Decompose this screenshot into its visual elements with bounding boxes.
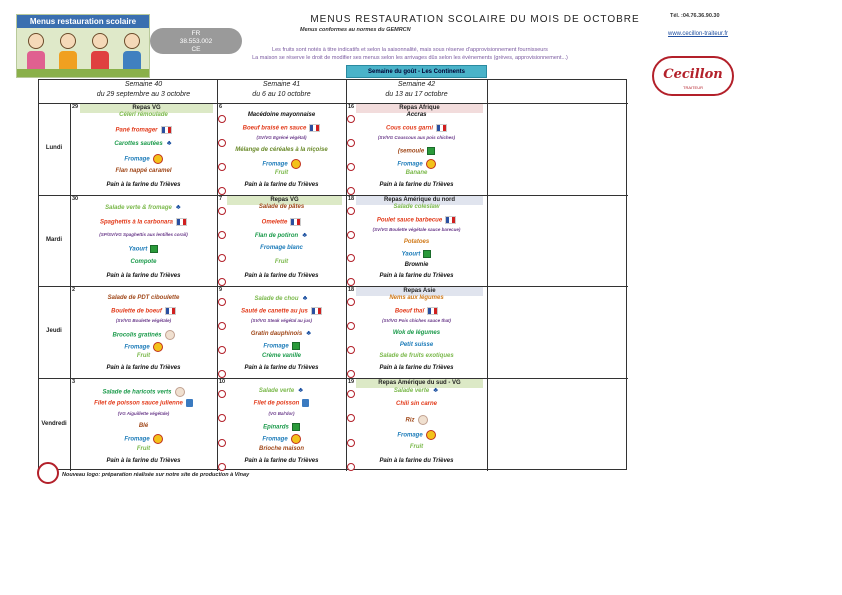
theme-header: Repas VG	[227, 196, 342, 205]
homemade-icon	[165, 330, 175, 340]
dish	[221, 159, 342, 169]
dish-name: Pain à la farine du Trièves	[106, 273, 181, 279]
grid-vline	[487, 80, 488, 471]
dish-name: (SV/VG Steak végétal au jus)	[250, 318, 313, 324]
dish-name: Filet de poisson	[253, 400, 300, 407]
dish-name: Carottes sautées	[114, 141, 163, 148]
homemade-mark-icon	[218, 207, 226, 215]
dish-name: Fromage	[124, 436, 150, 443]
dish-name: Fromage	[124, 156, 150, 163]
day-number: 6	[219, 104, 223, 110]
footer-note: Nouveau logo: préparation réalisée sur notre site de production à Vinay	[62, 472, 250, 478]
week-dates: du 6 au 10 octobre	[252, 91, 311, 98]
menu-cell	[70, 286, 217, 378]
homemade-mark-icon	[218, 322, 226, 330]
dish-name: (VG Aiguillette végétale)	[117, 410, 170, 416]
dish	[350, 135, 483, 140]
school-catering-logo	[16, 14, 150, 78]
homemade-mark-icon	[218, 298, 226, 306]
french-origin-icon	[176, 218, 187, 226]
dish-name: Fromage blanc	[260, 245, 303, 252]
dish-name: Riz	[405, 417, 415, 424]
day-number: 29	[72, 104, 79, 110]
dish	[74, 423, 213, 429]
local-produce-icon: ♣	[433, 387, 438, 394]
dish	[221, 411, 342, 416]
menu-cell	[70, 195, 217, 286]
homemade-mark-icon	[347, 370, 355, 378]
menu-cell	[217, 286, 346, 378]
dish	[350, 216, 483, 224]
dish-name: (SP/SV/VG Spaghettis aux lentilles corail)	[99, 231, 188, 237]
dish-name: Fromage	[263, 343, 289, 350]
week-dates: du 29 septembre au 3 octobre	[96, 91, 191, 98]
dish-name: Salade verte	[393, 388, 430, 395]
dish	[350, 365, 483, 371]
dish-name: Brownie	[404, 261, 429, 268]
dish-name: Pain à la farine du Trièves	[244, 458, 319, 464]
dish	[221, 387, 342, 394]
dish	[221, 295, 342, 302]
dish	[221, 365, 342, 371]
dish	[221, 124, 342, 132]
homemade-icon	[175, 387, 185, 397]
local-produce-icon: ♣	[166, 140, 172, 147]
dish	[221, 245, 342, 251]
homemade-mark-icon	[347, 390, 355, 398]
dish-name: Salade de haricots verts	[102, 389, 172, 396]
homemade-mark-icon	[218, 463, 226, 471]
dish	[221, 170, 342, 176]
dish	[221, 147, 342, 153]
phone-number: Tél. :04.76.36.90.30	[670, 13, 720, 19]
dish-name: Boeuf braisé en sauce	[242, 125, 307, 132]
menu-cell	[217, 195, 346, 286]
dish-name: Brocolis gratinés	[112, 332, 162, 339]
dish-name: Fruit	[274, 259, 289, 266]
homemade-mark-icon	[218, 231, 226, 239]
french-origin-icon	[290, 218, 301, 226]
sustainable-fishing-icon	[302, 399, 309, 407]
dish-name: Potatoes	[403, 238, 430, 245]
dish	[221, 342, 342, 350]
dish-name: Fromage	[397, 432, 423, 439]
dish-name: Cous cous garni	[385, 125, 433, 132]
day-number: 10	[219, 379, 226, 385]
logo-banner-label: Menus restauration scolaire	[17, 15, 149, 28]
dish	[74, 318, 213, 323]
dish-name: Filet de poisson sauce julienne	[94, 400, 183, 407]
cheese-label-icon	[153, 342, 163, 352]
day-label: Vendredi	[41, 420, 67, 427]
day-number: 9	[219, 287, 223, 293]
dish	[350, 250, 483, 258]
organic-label-icon	[292, 342, 300, 350]
dish	[74, 353, 213, 359]
menu-grid	[38, 79, 627, 470]
day-number: 18	[348, 287, 355, 293]
dish	[221, 399, 342, 407]
dish-name: Petit suisse	[399, 341, 434, 348]
week-header	[346, 80, 487, 102]
dish	[74, 330, 213, 340]
dish-name: Salade de chou	[254, 296, 299, 303]
theme-header: Repas Afrique	[356, 104, 483, 113]
dish-name: Compote	[130, 259, 157, 266]
day-number: 16	[348, 104, 355, 110]
dish	[350, 262, 483, 268]
dish-name: Brioche maison	[258, 446, 304, 453]
homemade-mark-icon	[218, 390, 226, 398]
homemade-mark-icon	[347, 298, 355, 306]
menu-cell	[70, 103, 217, 195]
local-produce-icon: ♣	[306, 330, 311, 337]
theme-header: Repas VG	[80, 104, 213, 113]
cheese-label-icon	[153, 154, 163, 164]
dish-name: Fruit	[136, 446, 151, 453]
dish-name: Pain à la farine du Trièves	[379, 182, 454, 188]
organic-label-icon	[292, 423, 300, 431]
dish	[221, 446, 342, 452]
dish-name: Pain à la farine du Trièves	[244, 273, 319, 279]
dish	[74, 154, 213, 164]
dish	[74, 365, 213, 371]
dish-name: (VG Bal'dor)	[268, 410, 295, 416]
dish-name: (SV/VG Couscous aux pois chiches)	[377, 135, 456, 141]
dish	[350, 295, 483, 301]
child-figure	[25, 33, 47, 73]
dish-name: Flan nappé caramel	[115, 168, 172, 174]
day-number: 2	[72, 287, 76, 293]
dish	[350, 273, 483, 279]
child-figure	[57, 33, 79, 73]
dish	[350, 227, 483, 232]
homemade-mark-icon	[347, 463, 355, 471]
dish	[350, 147, 483, 155]
dish-name: Banane	[405, 170, 428, 177]
organic-label-icon	[150, 245, 158, 253]
dish	[74, 112, 213, 118]
dish	[74, 387, 213, 397]
week-label: Semaine 40	[124, 81, 163, 88]
table-graphic	[17, 69, 149, 77]
dish-name: Flan de potiron	[254, 232, 299, 239]
dish-name: Yaourt	[401, 251, 421, 258]
dish	[221, 434, 342, 444]
dish	[221, 353, 342, 359]
dish	[74, 218, 213, 226]
dish-name: Gratin dauphinois	[250, 331, 303, 338]
local-produce-icon: ♣	[176, 204, 181, 211]
homemade-mark-icon	[347, 231, 355, 239]
organic-label-icon	[423, 250, 431, 258]
dish-name: Salade de PDT ciboulette	[107, 295, 180, 301]
homemade-mark-icon	[218, 163, 226, 171]
local-produce-icon: ♣	[298, 387, 303, 394]
homemade-mark-icon	[347, 115, 355, 123]
dish	[350, 307, 483, 315]
child-figure	[89, 33, 111, 73]
dish	[74, 273, 213, 279]
homemade-mark-icon	[347, 207, 355, 215]
dish-name: Omelette	[261, 219, 288, 226]
dish	[350, 353, 483, 359]
week-header	[70, 80, 217, 102]
dish	[74, 259, 213, 265]
french-origin-icon	[445, 216, 456, 224]
dish	[221, 307, 342, 315]
dish-name: Boeuf thaï	[394, 308, 425, 315]
dish	[74, 182, 213, 188]
page-title: MENUS RESTAURATION SCOLAIRE DU MOIS DE OCTOBRE	[310, 14, 640, 25]
dish-name: Poulet sauce barbecue	[376, 217, 443, 224]
homemade-mark-icon	[347, 139, 355, 147]
page-subtitle: Menus conformes au normes du GEMRCN	[300, 27, 411, 33]
homemade-mark-icon	[218, 346, 226, 354]
theme-header: Repas Amérique du sud - VG	[356, 379, 483, 388]
production-logo	[37, 462, 59, 484]
dish	[350, 444, 483, 450]
special-week-banner: Semaine du goût - Les Continents	[346, 65, 487, 78]
dish-name: Accras	[406, 112, 427, 118]
dish	[221, 458, 342, 464]
dish	[74, 342, 213, 352]
homemade-mark-icon	[218, 187, 226, 195]
french-origin-icon	[427, 307, 438, 315]
dish-name: Pain à la farine du Trièves	[106, 458, 181, 464]
cheese-label-icon	[291, 159, 301, 169]
french-origin-icon	[161, 126, 172, 134]
week-label: Semaine 41	[262, 81, 301, 88]
dish-name: (semoule	[397, 148, 425, 155]
organic-label-icon	[427, 147, 435, 155]
dish	[221, 218, 342, 226]
agreement-line: CE	[191, 46, 201, 53]
menu-cell	[70, 378, 217, 471]
day-number: 30	[72, 196, 79, 202]
dish	[350, 330, 483, 336]
dish	[221, 318, 342, 323]
dish	[350, 182, 483, 188]
cheese-label-icon	[426, 430, 436, 440]
menu-cell	[217, 103, 346, 195]
french-origin-icon	[165, 307, 176, 315]
dish	[74, 446, 213, 452]
day-label: Lundi	[45, 145, 63, 151]
dish-name: (SV/VG Boulette végétale)	[115, 318, 172, 324]
week-label: Semaine 42	[397, 81, 436, 88]
dish-name: Pain à la farine du Trièves	[379, 458, 454, 464]
cheese-label-icon	[426, 159, 436, 169]
local-produce-icon: ♣	[302, 295, 308, 302]
day-label: Jeudi	[46, 328, 62, 334]
dish-name: Salade coleslaw	[393, 204, 440, 210]
homemade-mark-icon	[218, 278, 226, 286]
dish	[74, 434, 213, 444]
dish-name: Salade de pâtes	[258, 204, 305, 210]
dish-name: Macédoine mayonnaise	[247, 112, 316, 118]
dish-name: Fruit	[274, 170, 289, 177]
homemade-icon	[418, 415, 428, 425]
dish	[74, 204, 213, 211]
homemade-mark-icon	[218, 439, 226, 447]
menu-cell	[217, 378, 346, 471]
dish	[74, 140, 213, 147]
dish	[74, 411, 213, 416]
cheese-label-icon	[153, 434, 163, 444]
local-produce-icon: ♣	[302, 231, 307, 239]
dish	[221, 273, 342, 279]
homemade-mark-icon	[218, 139, 226, 147]
dish-name: Fruit	[409, 443, 424, 450]
dish-name: Blé	[138, 422, 149, 429]
dish-name: Fromage	[262, 436, 288, 443]
theme-header: Repas Asie	[356, 287, 483, 296]
homemade-mark-icon	[347, 278, 355, 286]
homemade-mark-icon	[347, 346, 355, 354]
dish-name: Epinards	[263, 424, 289, 431]
dish-name: Crème vanille	[261, 353, 302, 360]
dish-name: Chili sin carne	[395, 401, 437, 408]
dish	[221, 232, 342, 239]
day-number: 19	[348, 379, 355, 385]
dish-name: Boulette de boeuf	[111, 308, 162, 315]
dish	[350, 401, 483, 407]
sustainable-fishing-icon	[186, 399, 193, 407]
day-label: Mardi	[45, 236, 62, 243]
dish	[350, 170, 483, 176]
dish	[221, 112, 342, 118]
homemade-mark-icon	[218, 370, 226, 378]
menu-cell	[346, 286, 487, 378]
note-menu-change: La maison se réserve le droit de modifier ses menus selon les arrivages dûs selon les évènements (grèves, approvisionnement...)	[252, 55, 568, 61]
dish	[74, 295, 213, 301]
french-origin-icon	[309, 124, 320, 132]
dish	[221, 423, 342, 431]
homemade-mark-icon	[347, 322, 355, 330]
dish	[74, 458, 213, 464]
dish-name: Pain à la farine du Trièves	[244, 182, 319, 188]
website-link[interactable]: www.cecillon-traiteur.fr	[668, 31, 729, 37]
dish-name: Pain à la farine du Trièves	[106, 182, 181, 188]
dish	[74, 245, 213, 253]
homemade-mark-icon	[218, 414, 226, 422]
dish	[350, 239, 483, 245]
dish-name: Pain à la farine du Trièves	[379, 365, 454, 371]
menu-cell	[346, 195, 487, 286]
dish-name: Pain à la farine du Trièves	[379, 273, 454, 279]
dish	[221, 182, 342, 188]
brand-subtitle: TRAITEUR	[683, 85, 703, 90]
dish	[221, 259, 342, 265]
dish	[221, 135, 342, 140]
week-dates: du 13 au 17 octobre	[385, 91, 448, 98]
dish-name: Spaghettis à la carbonara	[99, 219, 174, 226]
day-number: 18	[348, 196, 355, 202]
note-fruits: Les fruits sont notés à titre indicatifs et selon la saisonnalité, mais sous réserve d'approvisionnement fournisseurs	[272, 47, 548, 53]
dish-name: Yaourt	[128, 246, 148, 253]
agreement-line: FR	[191, 30, 201, 37]
dish-name: Salade verte	[258, 388, 295, 395]
dish-name: Wok de légumes	[392, 330, 441, 336]
dish	[350, 387, 483, 394]
cecillon-logo	[652, 56, 734, 96]
day-number: 3	[72, 379, 76, 385]
dish-name: (SV/VG Boulette végétale sauce barecue)	[372, 227, 461, 232]
agreement-line: 38.553.002	[179, 38, 213, 45]
week-header	[217, 80, 346, 102]
menu-cell	[346, 103, 487, 195]
menu-cell	[346, 378, 487, 471]
dish-name: Mélange de céréales à la niçoise	[235, 147, 328, 153]
french-origin-icon	[436, 124, 447, 132]
dish-name: Fromage	[397, 161, 423, 168]
cheese-label-icon	[291, 434, 301, 444]
dish	[350, 342, 483, 348]
homemade-mark-icon	[347, 187, 355, 195]
dish-name: Salade verte & fromage	[105, 205, 172, 212]
dish	[221, 204, 342, 210]
dish-name: Nems aux légumes	[389, 295, 444, 301]
dish	[74, 168, 213, 174]
dish-name: Pané fromager	[115, 127, 158, 134]
child-figure	[121, 33, 143, 73]
theme-header: Repas Amérique du nord	[356, 196, 483, 205]
brand-name: Cecillon	[663, 67, 723, 82]
dish-name: Fromage	[124, 344, 150, 351]
homemade-mark-icon	[347, 163, 355, 171]
dish-name: (SV/VG Egréné végétal)	[256, 135, 307, 141]
dish	[350, 415, 483, 425]
dish-name: Sauté de canette au jus	[241, 308, 308, 315]
dish	[350, 430, 483, 440]
dish-name: Salade de fruits exotiques	[379, 353, 454, 360]
homemade-mark-icon	[347, 439, 355, 447]
dish	[221, 330, 342, 337]
dish	[74, 307, 213, 315]
dish	[350, 458, 483, 464]
dish	[350, 112, 483, 118]
dish-name: Fromage	[262, 161, 288, 168]
dish-name: Pain à la farine du Trièves	[106, 365, 181, 371]
day-number: 7	[219, 196, 223, 202]
dish	[74, 399, 213, 407]
dish	[74, 232, 213, 237]
homemade-mark-icon	[218, 115, 226, 123]
dish-name: (SV/VG Pois chiches sauce thaï)	[382, 318, 451, 324]
dish	[350, 204, 483, 210]
french-origin-icon	[311, 307, 322, 315]
dish-name: Fruit	[136, 353, 151, 360]
dish	[350, 159, 483, 169]
dish	[74, 126, 213, 134]
dish	[350, 318, 483, 323]
dish	[350, 124, 483, 132]
dish-name: Céleri rémoulade	[119, 112, 168, 118]
dish-name: Pain à la farine du Trièves	[244, 365, 319, 371]
